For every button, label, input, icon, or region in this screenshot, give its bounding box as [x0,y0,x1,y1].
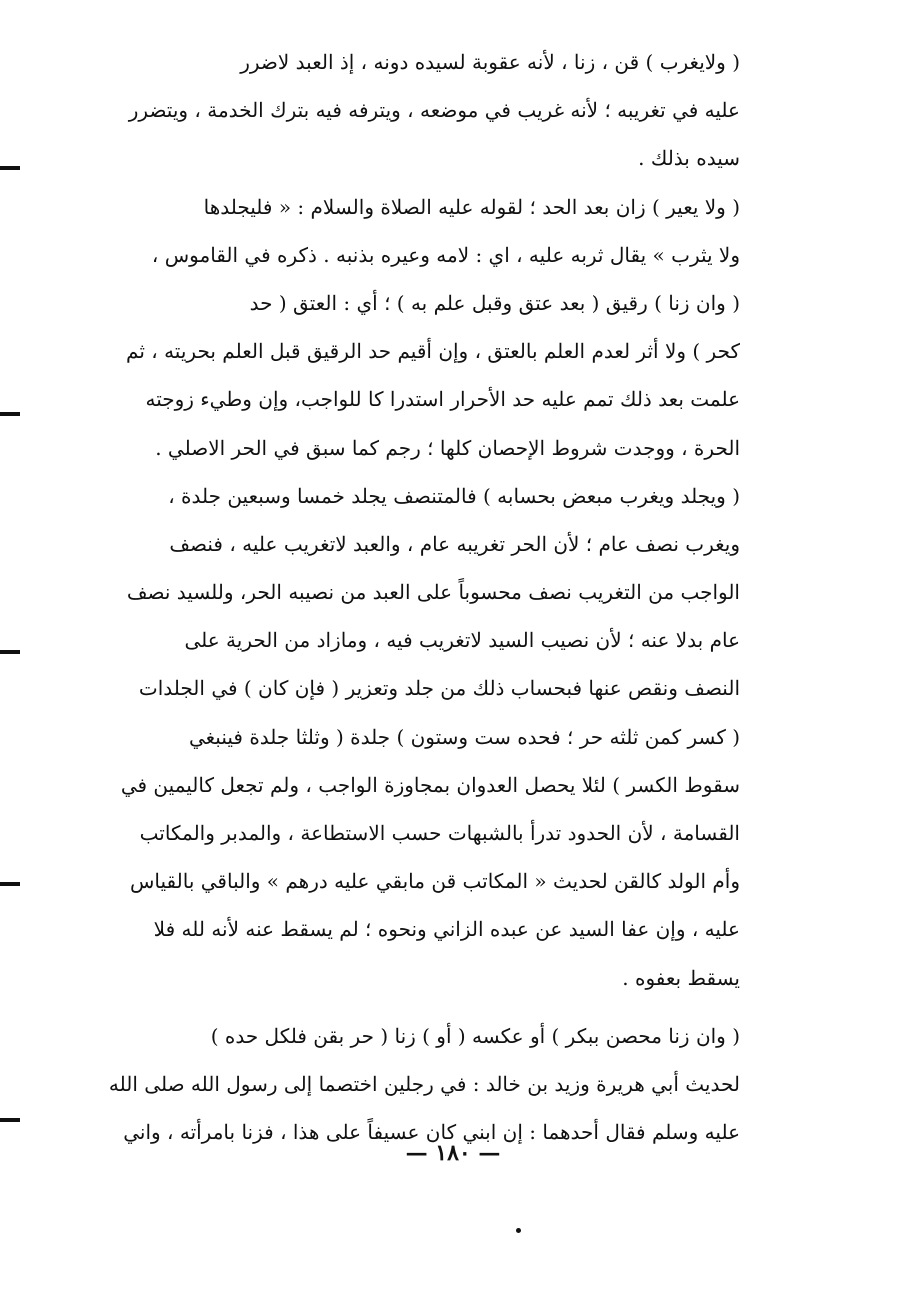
text-line: سقوط الكسر ) لئلا يحصل العدوان بمجاوزة الواجب ، ولم تجعل كاليمين في [120,772,740,797]
text-line: وأم الولد كالقن لحديث « المكاتب قن مابقي عليه درهم » والباقي بالقياس [129,869,740,894]
text-line: عليه في تغريبه ؛ لأنه غريب في موضعه ، ويترفه فيه بترك الخدمة ، ويتضرر [128,98,740,123]
page-body-text [96,38,740,1156]
margin-mark [0,166,20,170]
page-number: — ١٨٠ — [405,1140,501,1166]
margin-mark [0,1118,20,1122]
margin-mark [0,412,20,416]
text-line: ( كسر كمن ثلثه حر ؛ فحده ست وستون ) جلدة ( وثلثا جلدة فينبغي [188,724,740,749]
text-line: القسامة ، لأن الحدود تدرأ بالشبهات حسب الاستطاعة ، والمدبر والمكاتب [139,821,740,845]
ink-speck [516,1228,521,1233]
text-line: عليه ، وإن عفا السيد عن عبده الزاني ونحوه ؛ لم يسقط عنه لأنه لله فلا [153,917,740,942]
margin-mark [0,882,20,886]
text-line: ( وان زنا ) رقيق ( بعد عتق وقبل علم به ) ؛ أي : العتق ( حد [249,290,740,315]
text-line: عام بدلا عنه ؛ لأن نصيب السيد لاتغريب فيه ، ومازاد من الحرية على [184,628,740,653]
text-line: ( وان زنا محصن ببكر ) أو عكسه ( أو ) زنا ( حر بقن فلكل حده ) [210,1023,740,1048]
text-line: ( ولايغرب ) قن ، زنا ، لأنه عقوبة لسيده دونه ، إذ العبد لاضرر [240,50,740,74]
text-line: ولا يثرب » يقال ثربه عليه ، اي : لامه وعيره بذنبه . ذكره في القاموس ، [151,242,740,267]
text-line: علمت بعد ذلك تمم عليه حد الأحرار استدرا كا للواجب، وإن وطيء زوجته [145,387,740,412]
text-line: لحديث أبي هريرة وزيد بن خالد : في رجلين اختصما إلى رسول الله صلى الله [108,1071,740,1096]
text-line: الواجب من التغريب نصف محسوباً على العبد من نصيبه الحر، وللسيد نصف [126,580,740,605]
margin-mark [0,650,20,654]
text-line: ويغرب نصف عام ؛ لأن الحر تغريبه عام ، والعبد لاتغريب عليه ، فنصف [169,531,740,556]
text-line: ( ولا يعير ) زان بعد الحد ؛ لقوله عليه الصلاة والسلام : « فليجلدها [203,194,740,219]
text-line: يسقط بعفوه . [622,965,740,990]
text-line: سيده بذلك . [638,146,740,171]
text-line: ( ويجلد ويغرب مبعض بحسابه ) فالمتنصف يجلد خمسا وسبعين جلدة ، [168,483,740,508]
text-line: الحرة ، ووجدت شروط الإحصان كلها ؛ رجم كما سبق في الحر الاصلي . [155,435,740,460]
text-line: النصف ونقص عنها فبحساب ذلك من جلد وتعزير ( فإن كان ) في الجلدات [138,676,740,701]
text-line: كحر ) ولا أثر لعدم العلم بالعتق ، وإن أقيم حد الرقيق قبل العلم بحريته ، ثم [126,339,740,364]
text-line: عليه وسلم فقال أحدهما : إن ابني كان عسيفاً على هذا ، فزنا بامرأته ، واني [123,1120,740,1145]
